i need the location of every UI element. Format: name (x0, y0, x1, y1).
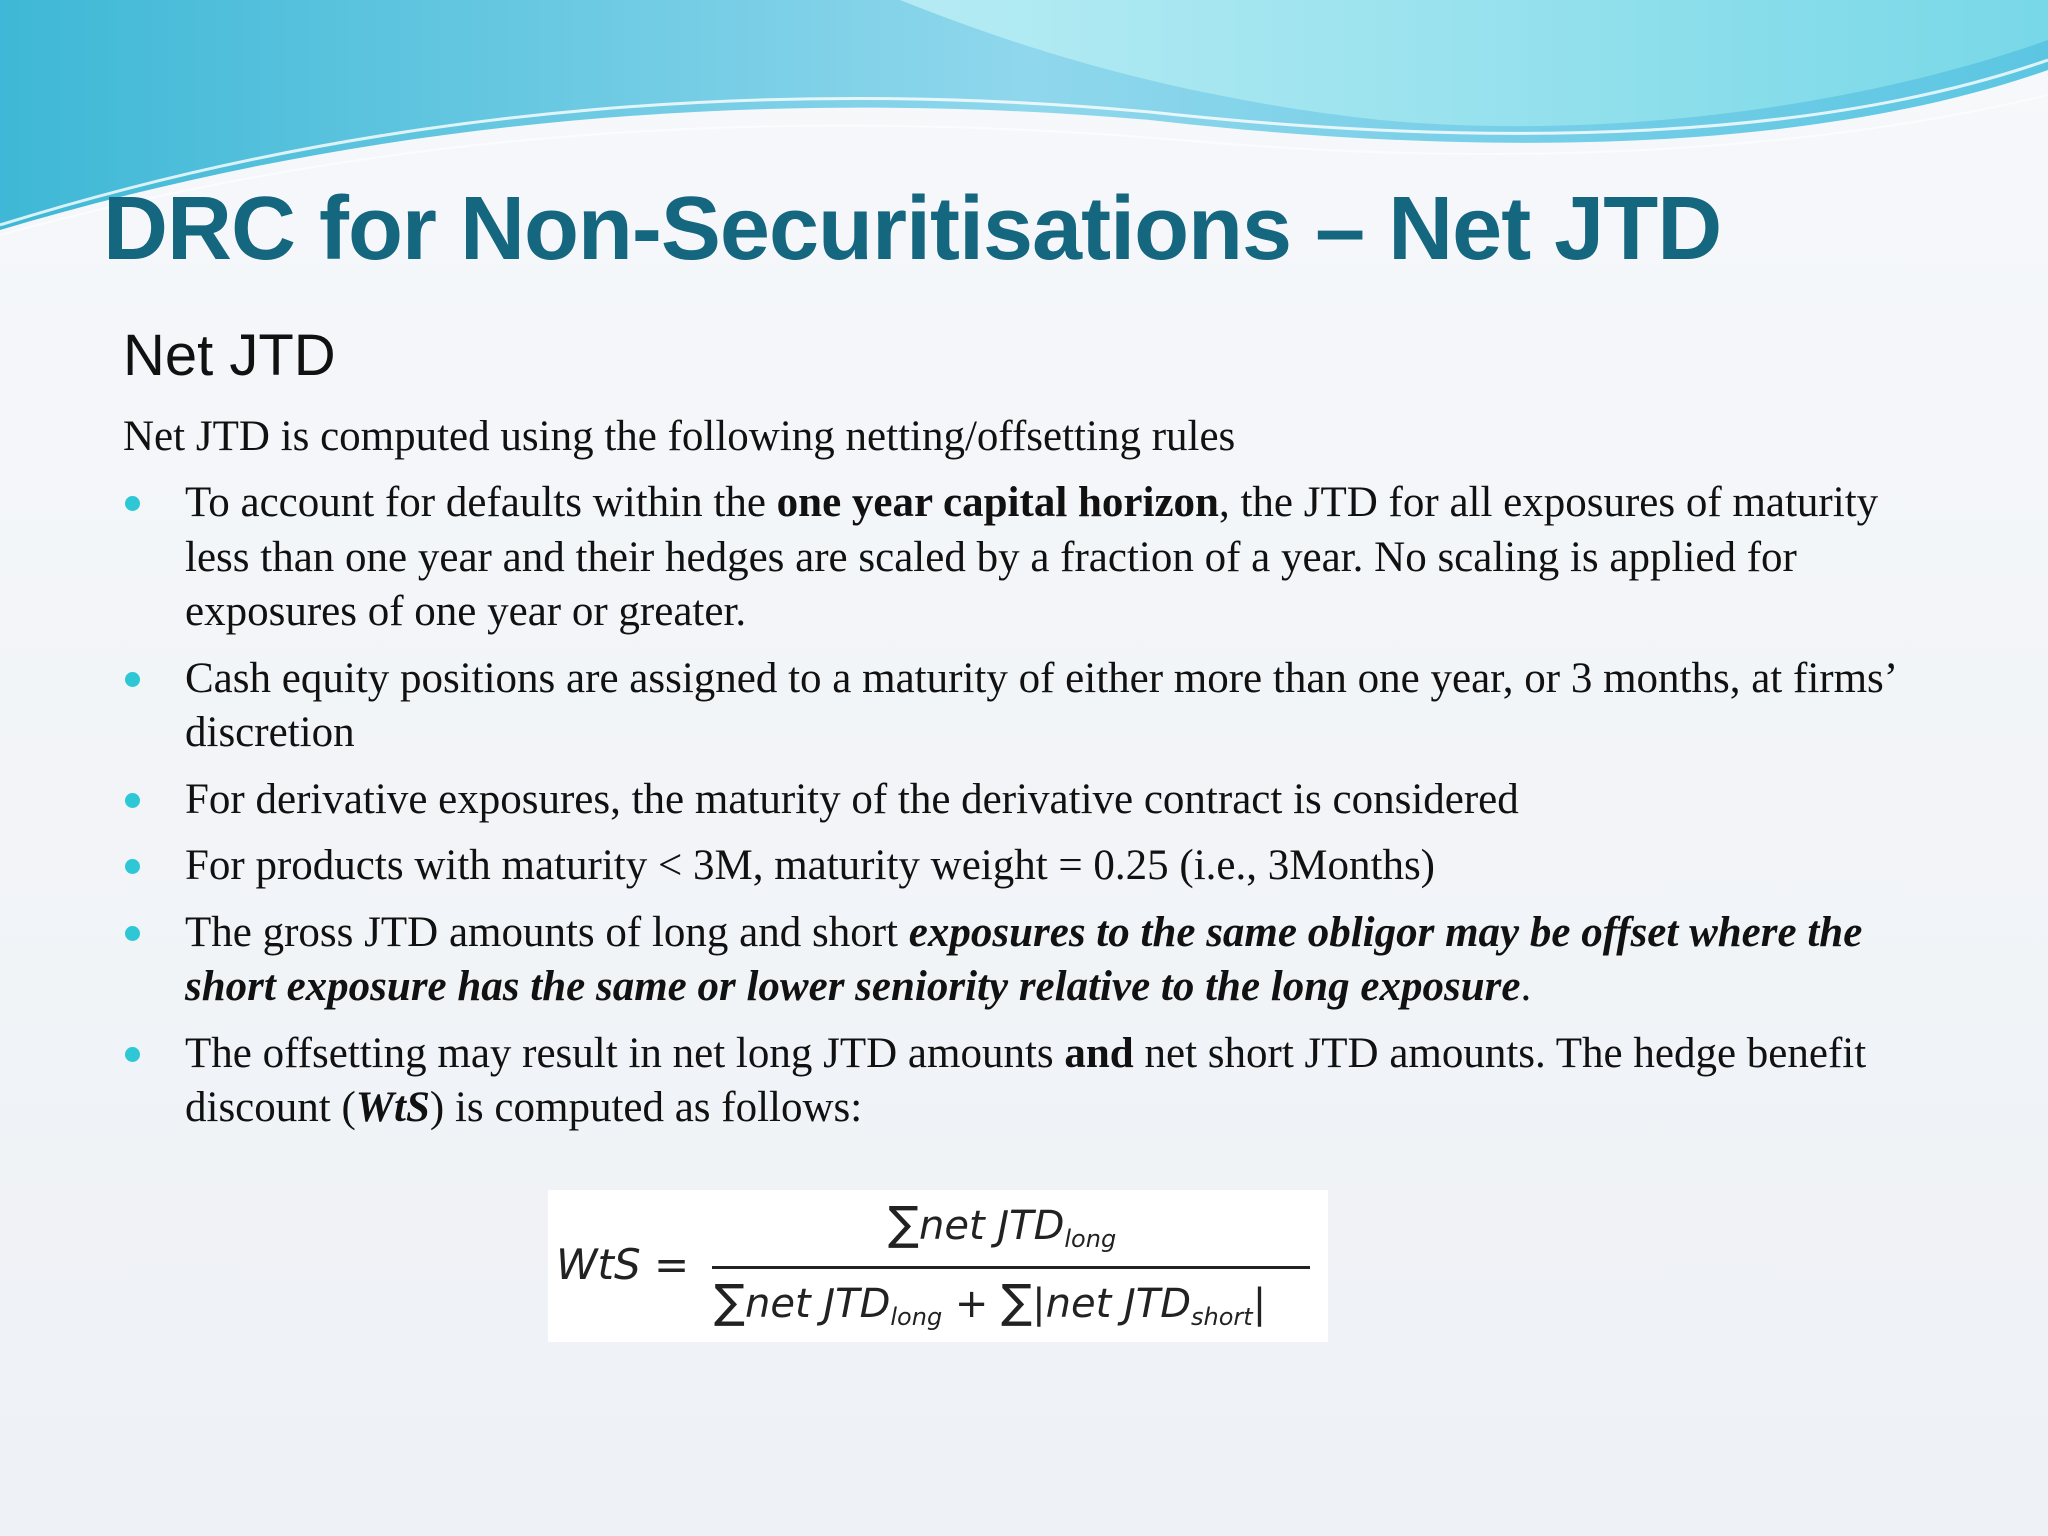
bullet-list (123, 476, 1933, 1148)
bullet-item: Cash equity positions are assigned to a maturity of either more than one year, or 3 months, at firms’ discretion (123, 652, 1933, 761)
bullet-dot-icon (125, 496, 140, 511)
sigma-icon: ∑ (888, 1196, 919, 1250)
bullet-dot-icon (125, 793, 140, 808)
formula-lhs: WtS = (556, 1240, 690, 1289)
bullet-dot-icon (125, 672, 140, 687)
bullet-dot-icon (125, 1047, 140, 1062)
sigma-icon: ∑ (714, 1274, 745, 1328)
sigma-icon: ∑ (1001, 1274, 1033, 1328)
bullet-item: To account for defaults within the one year capital horizon, the JTD for all exposures of maturity less than one year and their hedges are scaled by a fraction of a year. No scaling is applied for exposures of one year or greater. (123, 476, 1933, 640)
bullet-item: For derivative exposures, the maturity of the derivative contract is considered (123, 773, 1933, 828)
bullet-dot-icon (125, 926, 140, 941)
bullet-item: For products with maturity < 3M, maturity weight = 0.25 (i.e., 3Months) (123, 839, 1933, 894)
page-title: DRC for Non-Securitisations – Net JTD (103, 179, 1722, 279)
bullet-item: The offsetting may result in net long JTD amounts and net short JTD amounts. The hedge benefit discount (WtS) is computed as follows: (123, 1027, 1933, 1136)
bullet-dot-icon (125, 859, 140, 874)
fraction-bar (712, 1266, 1310, 1269)
bullet-item: The gross JTD amounts of long and short exposures to the same obligor may be offset where the short exposure has the same or lower seniority relative to the long exposure. (123, 906, 1933, 1015)
wts-formula (548, 1190, 1328, 1342)
intro-text: Net JTD is computed using the following netting/offsetting rules (123, 413, 1236, 460)
formula-denominator: ∑net $JTD_{long} + \sum|net$ $JTD_{short}|$ (714, 1274, 1267, 1331)
formula-numerator: ∑net $JTD_{long}$ (888, 1196, 1117, 1253)
section-heading: Net JTD (123, 323, 336, 388)
